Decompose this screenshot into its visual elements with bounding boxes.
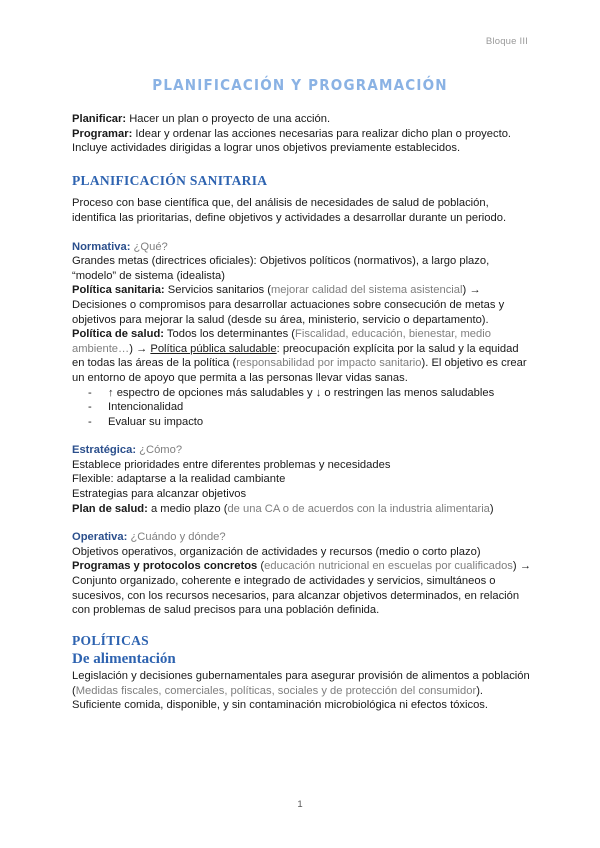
header-label: Bloque III (485, 36, 528, 47)
prog-text1: ( (257, 560, 265, 573)
psal-text2: ) → (129, 342, 151, 355)
programar-label: Programar: (72, 127, 133, 140)
programas-label: Programas y protocolos concretos (72, 560, 258, 573)
psal-text1: Todos los determinantes ( (164, 328, 296, 341)
operativa-line1: Objetivos operativos, organización de actividades y recursos (medio o corto plazo) (72, 545, 481, 558)
normativa-question: ¿Qué? (130, 240, 168, 253)
psal-text3: : preocupación explícita por la salud y la equidad en todas las áreas de la política ( (72, 342, 519, 370)
prog-text2: ) → Conjunto organizado, coherente e integrado de actividades y servicios, simultáneos o sucesivos, con los recursos necesarios, para alcanzar objetivos determinados, en relación con problemas de salud precisos para una población definida. (72, 560, 531, 617)
alim-text1: Legislación y decisiones gubernamentales para asegurar provisión de alimentos a población ( (72, 670, 530, 697)
normativa-label: Normativa: (72, 240, 131, 253)
psal-text4: ). El objetivo es crear un entorno de apoyo que permita a las personas llevar vidas sanas. (72, 357, 527, 384)
estrategica-line3: Estrategias para alcanzar objetivos (72, 488, 247, 501)
planificacion-text: Proceso con base científica que, del análisis de necesidades de salud de población, identifica las prioritarias, define objetivos y actividades a desarrollar durante un periodo. (72, 197, 507, 224)
politica-salud-label: Política de salud: (72, 328, 165, 341)
psal-grey2: responsabilidad por impacto sanitario (236, 357, 422, 370)
plan-salud (72, 502, 532, 517)
normativa-heading (72, 240, 532, 255)
ps-text1: Servicios sanitarios ( (164, 284, 271, 297)
subheading-alimentacion: De alimentación (72, 651, 176, 668)
alimentacion-text (72, 669, 532, 698)
normativa-line: Grandes metas (directrices oficiales): Objetivos políticos (normativos), a largo plazo, “modelo” de sistema (idealista) (72, 255, 490, 282)
planificar-text: Hacer un plan o proyecto de una acción. (126, 113, 331, 125)
politica-publica-saludable: Política pública saludable (150, 342, 277, 355)
ps-text2: ) → Decisiones o compromisos para desarrollar actuaciones sobre consecución de metas y objetivos para mejorar la salud (desde su área, ministerio, servicio o departamento). (72, 284, 505, 326)
operativa-label: Operativa: (72, 531, 128, 544)
estrategica-line2: Flexible: adaptarse a la realidad cambiante (72, 473, 286, 486)
alim-text2: ). (476, 684, 484, 697)
programas-protocolos (72, 559, 532, 617)
ps-grey: mejorar calidad del sistema asistencial (270, 284, 463, 297)
estrategica-question: ¿Cómo? (136, 444, 183, 457)
estrategica-heading (72, 443, 532, 458)
estrategica-line1: Establece prioridades entre diferentes problemas y necesidades (72, 458, 391, 471)
section-heading-politicas: POLÍTICAS (72, 632, 149, 648)
plan-text1: a medio plazo ( (147, 502, 228, 515)
operativa-heading (72, 530, 532, 545)
list-item: - Evaluar su impacto (88, 415, 532, 430)
politica-sanitaria (72, 283, 532, 327)
alim-grey: Medidas fiscales, comerciales, políticas, sociales y de protección del consumidor (75, 684, 477, 697)
document-body (72, 112, 532, 713)
programar-text: Idear y ordenar las acciones necesarias para realizar dicho plan o proyecto. Incluye actividades dirigidas a lograr unos objetivos previamente establecidos. (72, 127, 512, 155)
prog-grey: educación nutricional en escuelas por cualificados (264, 560, 513, 573)
plan-salud-label: Plan de salud: (72, 502, 148, 515)
normativa-bullets (72, 386, 532, 430)
page-title: PLANIFICACIÓN Y PROGRAMACIÓN (152, 76, 448, 94)
list-item: - ↑ espectro de opciones más saludables y ↓ o restringen las menos saludables (88, 386, 532, 401)
planificar-label: Planificar: (72, 113, 127, 125)
plan-grey: de una CA o de acuerdos con la industria alimentaria (227, 502, 490, 515)
section-heading-planificacion: PLANIFICACIÓN SANITARIA (72, 172, 268, 188)
estrategica-label: Estratégica: (72, 444, 137, 457)
intro-programar (72, 127, 532, 156)
politica-sanitaria-label: Política sanitaria: (72, 284, 165, 297)
list-item: - Intencionalidad (88, 400, 532, 415)
alimentacion-line2: Suficiente comida, disponible, y sin contaminación microbiológica ni efectos tóxicos. (72, 699, 489, 712)
psal-grey1: Fiscalidad, educación, bienestar, medio ambiente… (72, 328, 491, 355)
intro-planificar (72, 112, 532, 127)
operativa-question: ¿Cuándo y dónde? (127, 531, 226, 544)
plan-text2: ) (489, 502, 494, 515)
page-number: 1 (297, 799, 303, 810)
politica-salud (72, 327, 532, 385)
